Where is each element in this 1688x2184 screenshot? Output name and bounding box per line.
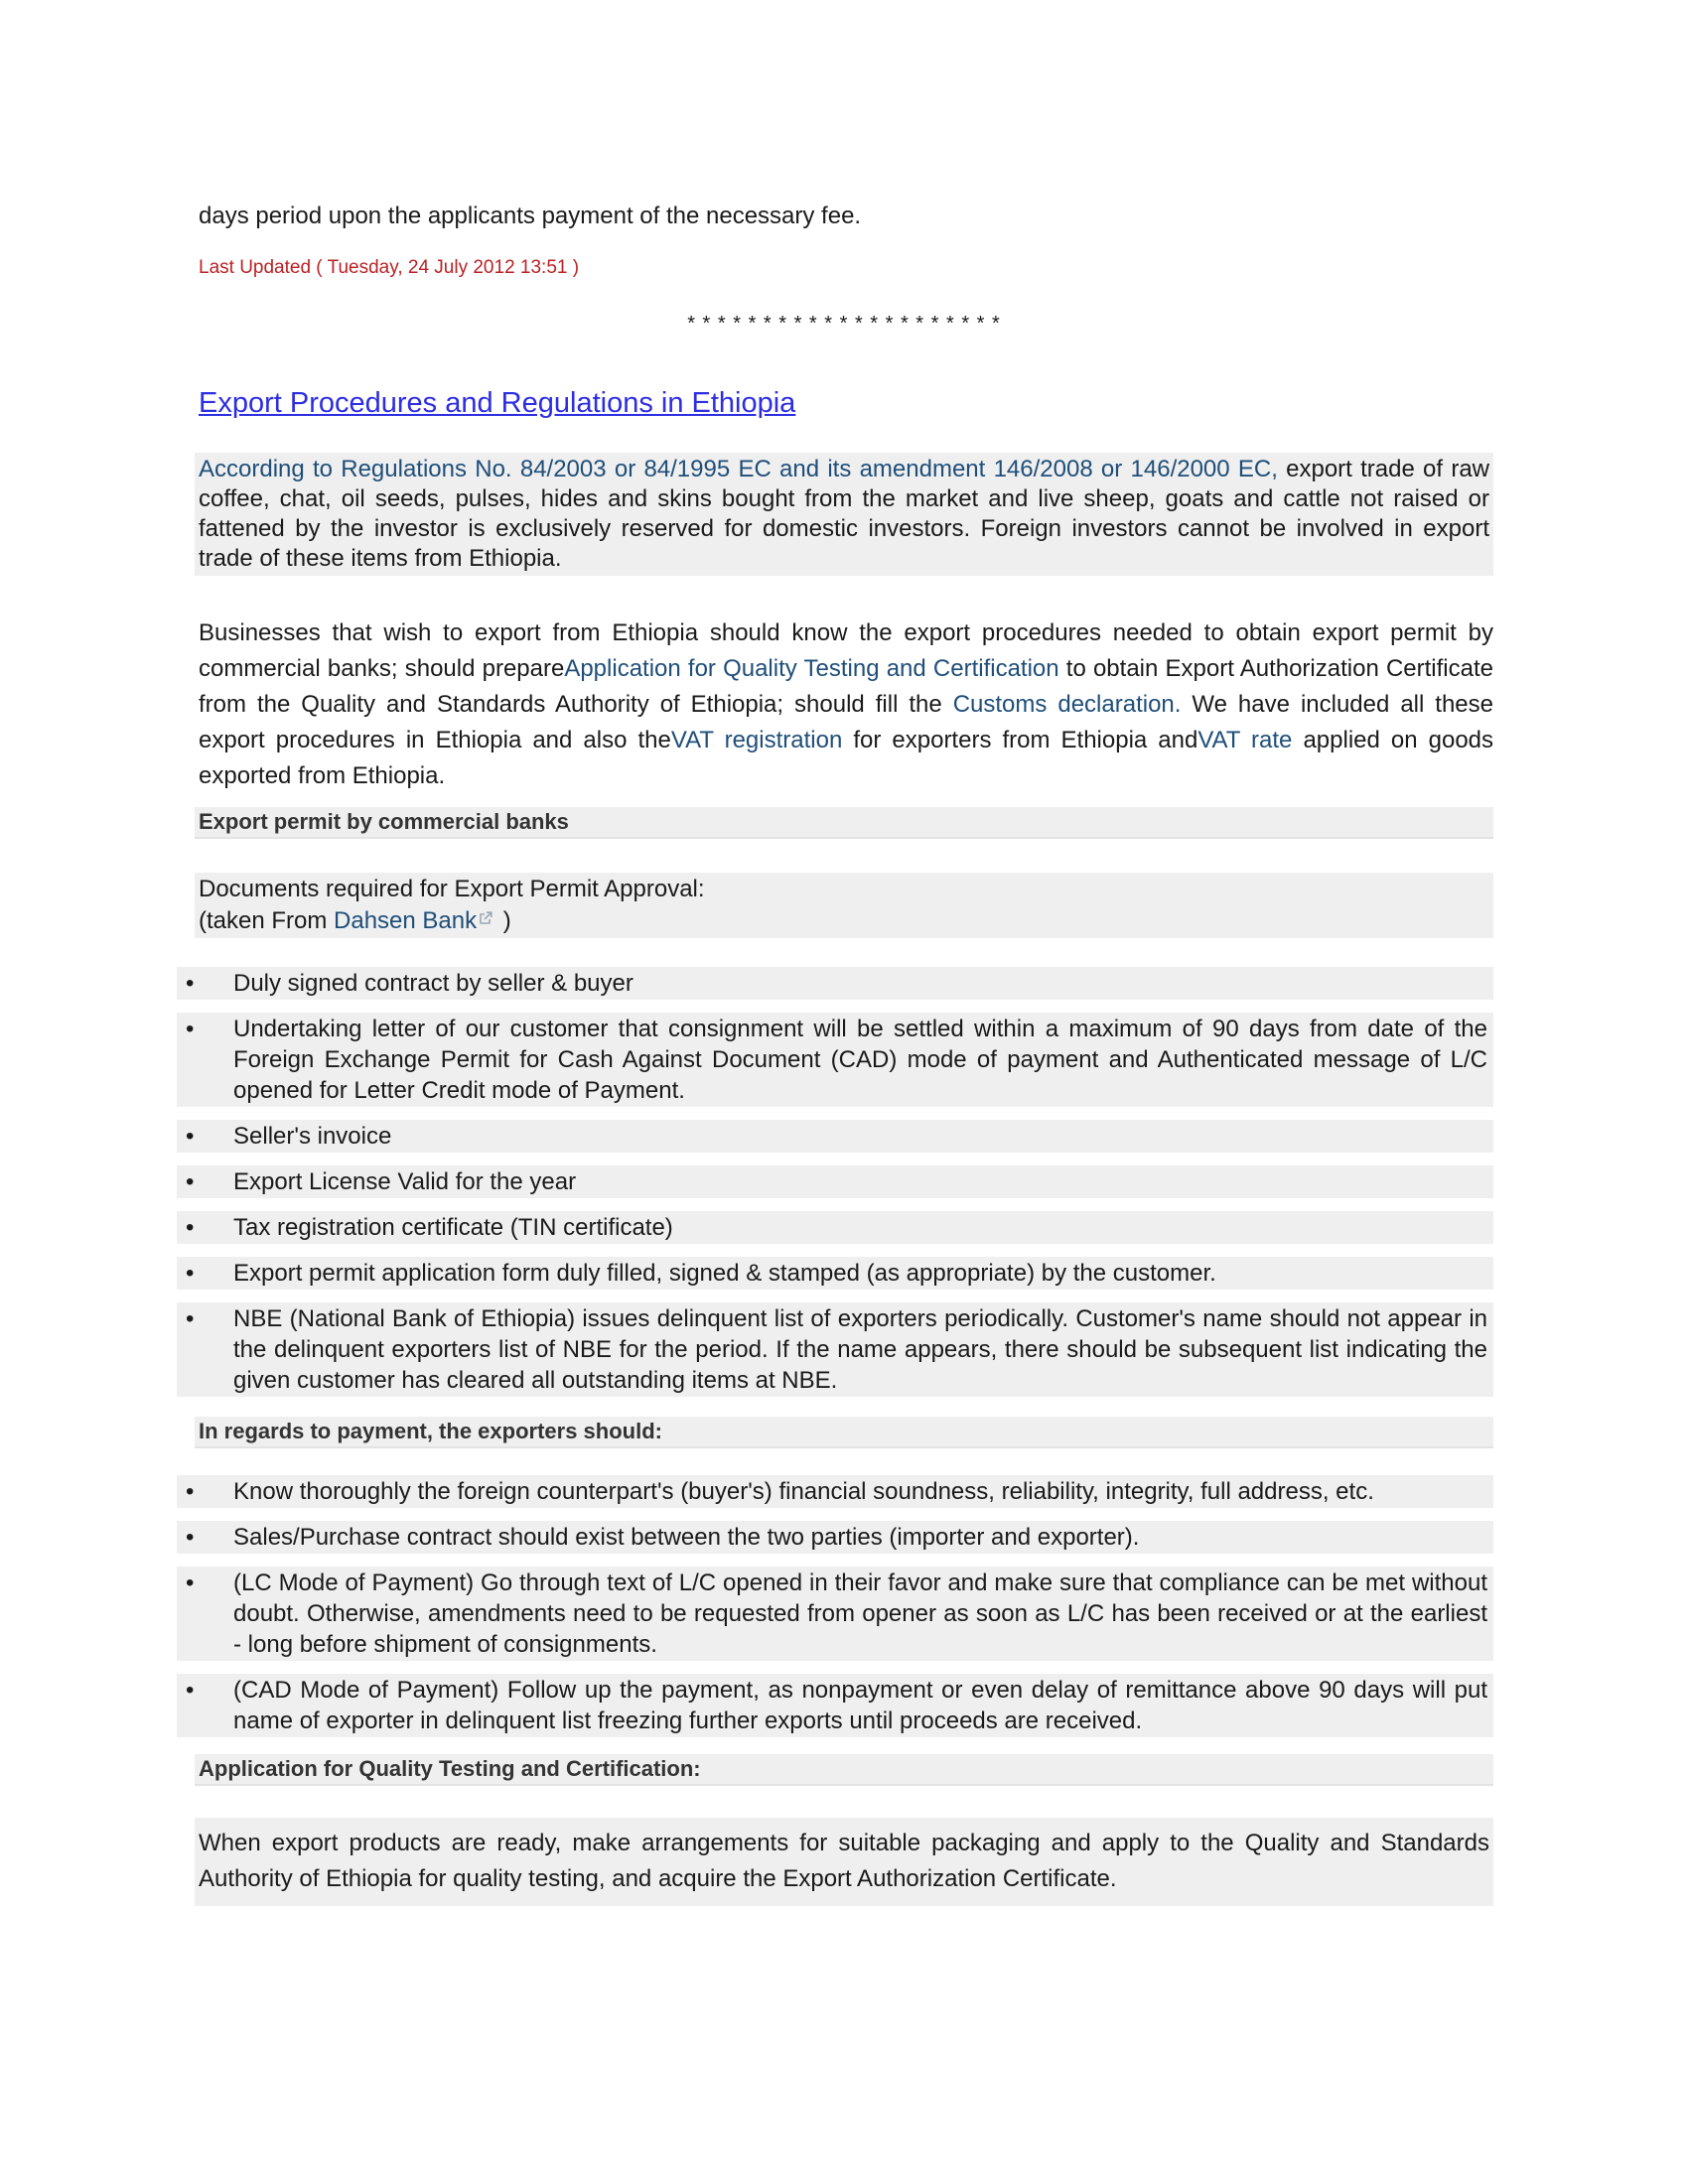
- list-item: • Export License Valid for the year: [177, 1165, 1493, 1198]
- businesses-text-3: We have included all these export procedures in Ethiopia and also the: [199, 691, 1494, 753]
- intro-paragraph-continuation: days period upon the applicants payment of the necessary fee.: [199, 203, 862, 229]
- list-item: • (LC Mode of Payment) Go through text of L/C opened in their favor and make sure that compliance can be met without doubt. Otherwise, amendments need to be requested from opener as soon as L/C has been received or at the earliest - long before shipment of consignments.: [177, 1567, 1493, 1661]
- list-item: • Duly signed contract by seller & buyer: [177, 967, 1493, 1000]
- list-item: • (CAD Mode of Payment) Follow up the payment, as nonpayment or even delay of remittance above 90 days will put name of exporter in delinquent list freezing further exports until proceeds are received.: [177, 1674, 1493, 1737]
- page-title: [195, 385, 1493, 421]
- document-requirements-list: [177, 967, 1493, 1397]
- businesses-text-5: applied on goods exported from Ethiopia.: [199, 727, 1494, 789]
- documents-required-line: Documents required for Export Permit Approval:: [199, 876, 705, 902]
- list-item: • Seller's invoice: [177, 1120, 1493, 1153]
- list-item: • Tax registration certificate (TIN certificate): [177, 1211, 1493, 1244]
- section-heading-export-permit: Export permit by commercial banks: [195, 807, 1493, 839]
- payment-guidelines-list: [177, 1475, 1493, 1737]
- list-item: • Export permit application form duly filled, signed & stamped (as appropriate) by the customer.: [177, 1257, 1493, 1290]
- documents-required-intro: [195, 873, 1493, 938]
- vat-rate-link[interactable]: VAT rate: [1197, 727, 1293, 753]
- regulations-body-text: export trade of raw coffee, chat, oil seeds, pulses, hides and skins bought from the market and live sheep, goats and cattle not raised or fattened by the investor is exclusively reserved for domestic investors. Foreign investors cannot be involved in export trade of these items from Ethiopia.: [199, 456, 1489, 572]
- businesses-paragraph: [195, 615, 1493, 794]
- businesses-text-1: Businesses that wish to export from Ethiopia should know the export procedures needed to obtain export permit by commercial banks; should prepare: [199, 619, 1493, 682]
- asterisk-separator: * * * * * * * * * * * * * * * * * * * * *: [687, 313, 1001, 335]
- regulations-paragraph: [195, 453, 1493, 576]
- customs-declaration-link[interactable]: Customs declaration.: [952, 691, 1182, 718]
- regulations-lead-text: According to Regulations No. 84/2003 or 84/1995 EC and its amendment 146/2008 or 146/2000 EC,: [199, 456, 1278, 482]
- section-heading-quality-testing: Application for Quality Testing and Certification:: [195, 1754, 1493, 1786]
- list-item: • Undertaking letter of our customer that consignment will be settled within a maximum of 90 days from date of the Foreign Exchange Permit for Cash Against Document (CAD) mode of payment and Authenticated message of L/C opened for Letter Credit mode of Payment.: [177, 1013, 1493, 1107]
- quality-testing-certification-link[interactable]: Application for Quality Testing and Certification: [564, 655, 1059, 682]
- taken-from-prefix: (taken From: [199, 907, 335, 934]
- taken-from-line: [199, 904, 1489, 936]
- last-updated-text: Last Updated ( Tuesday, 24 July 2012 13:51 ): [199, 257, 580, 278]
- list-item: • Sales/Purchase contract should exist between the two parties (importer and exporter).: [177, 1521, 1493, 1554]
- quality-testing-paragraph: When export products are ready, make arrangements for suitable packaging and apply to the Quality and Standards Authority of Ethiopia for quality testing, and acquire the Export Authorization Certificate.: [195, 1818, 1493, 1906]
- vat-registration-link[interactable]: VAT registration: [670, 727, 843, 753]
- external-link-icon: [478, 904, 493, 920]
- businesses-text-2: to obtain Export Authorization Certificate from the Quality and Standards Authority of Ethiopia; should fill the: [199, 655, 1494, 718]
- list-item: • NBE (National Bank of Ethiopia) issues delinquent list of exporters periodically. Customer's name should not appear in the delinquent exporters list of NBE for the period. If the name appears, there should be subsequent list indicating the given customer has cleared all outstanding items at NBE.: [177, 1302, 1493, 1397]
- dahsen-bank-link[interactable]: Dahsen Bank: [334, 907, 478, 934]
- taken-from-suffix: ): [496, 907, 511, 934]
- section-heading-payment: In regards to payment, the exporters should:: [195, 1417, 1493, 1448]
- page-title-link[interactable]: Export Procedures and Regulations in Ethiopia: [199, 387, 796, 419]
- businesses-text-4: for exporters from Ethiopia and: [842, 727, 1198, 753]
- list-item: • Know thoroughly the foreign counterpart's (buyer's) financial soundness, reliability, integrity, full address, etc.: [177, 1475, 1493, 1508]
